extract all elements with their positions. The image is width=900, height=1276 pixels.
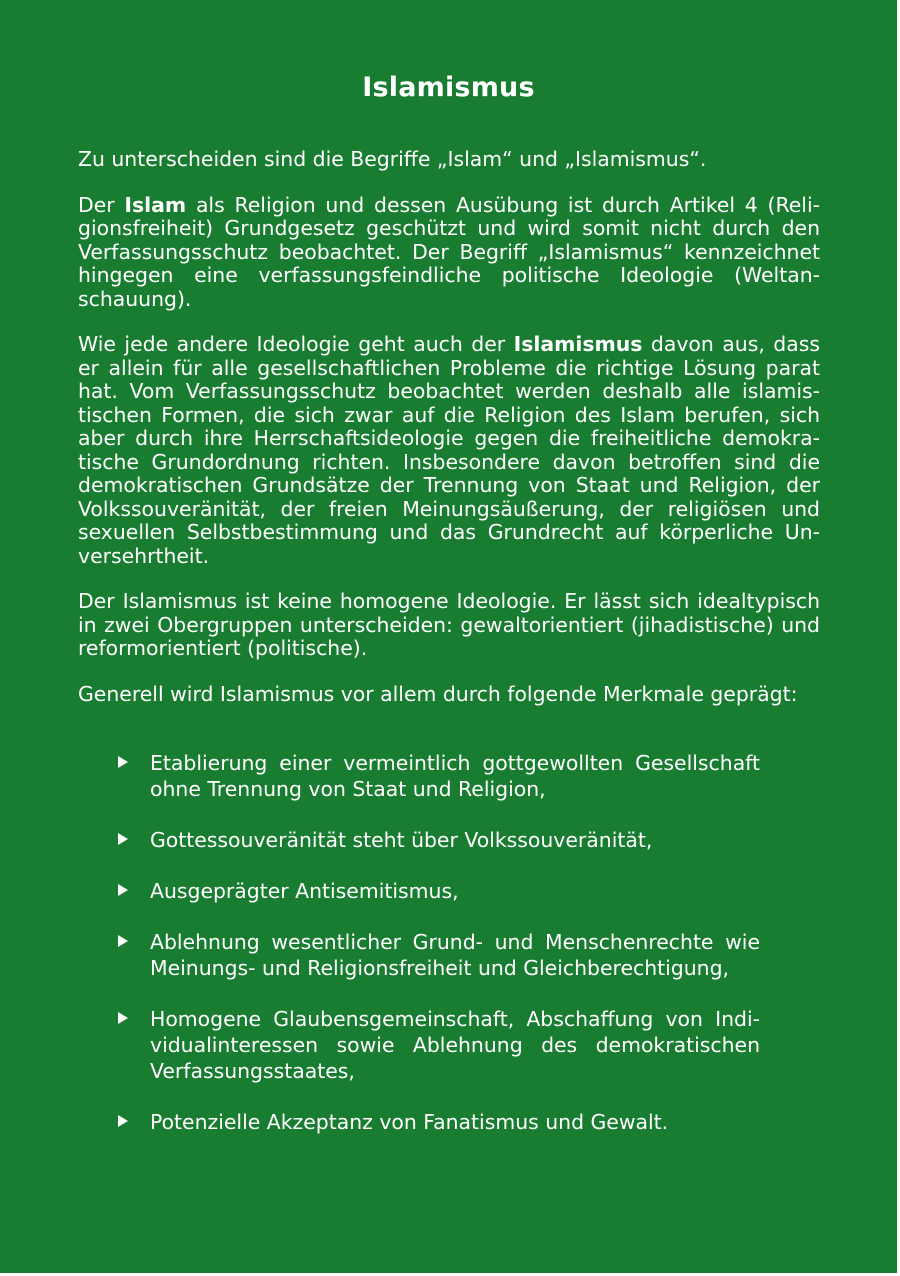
paragraph-ideology: Der Islamismus ist keine homogene Ideologie. Er lässt sich idealtypisch in zwei Obergruppen unterscheiden: gewaltorientiert (jihadistische) und reformorientiert (politische).	[78, 589, 820, 660]
list-item-text: Etablierung einer vermeintlich gottgewollten Gesellschaft ohne Trennung von Staat und Religion,	[150, 751, 760, 801]
body-text	[78, 148, 820, 728]
list-item-text: Potenzielle Akzeptanz von Fanatismus und Gewalt.	[150, 1110, 669, 1134]
triangle-right-icon	[118, 1115, 128, 1127]
triangle-right-icon	[118, 935, 128, 947]
paragraph-islamismus	[78, 333, 820, 568]
list-item-text: Gottessouveränität steht über Volkssouveränität,	[150, 828, 653, 852]
triangle-right-icon	[118, 1012, 128, 1024]
paragraph-islam	[78, 194, 820, 312]
paragraph-islam-start: Der	[78, 192, 125, 217]
feature-list	[118, 750, 760, 1160]
list-item-text: Homogene Glaubensgemeinschaft, Abschaffung von Individualinteressen sowie Ablehnung des demokratischen Verfassungsstaates,	[150, 1007, 760, 1083]
list-item-text: Ablehnung wesentlicher Grund- und Menschenrechte wie Meinungs- und Religionsfreiheit und Gleichberechtigung,	[150, 930, 760, 980]
term-islam: Islam	[124, 192, 187, 217]
triangle-right-icon	[118, 884, 128, 896]
triangle-right-icon	[118, 756, 128, 768]
paragraph-islamismus-rest: davon aus, dass er allein für alle gesellschaftlichen Probleme die richtige Lösung parat hat. Vom Verfassungsschutz beobachtet werden deshalb alle islamistischen Formen, die sich zwar auf die Religion des Islam berufen, sich aber durch ihre Herrschaftsideologie gegen die freiheitliche demokratische Grundordnung richten. Insbesondere davon betroffen sind die demokratischen Grundsätze der Trennung von Staat und Religion, der Volkssouveränität, der freien Meinungsäußerung, der religiösen und sexuellen Selbstbestimmung und das Grundrecht auf körperliche Unversehrtheit.	[78, 332, 820, 568]
list-item	[118, 750, 760, 802]
list-item	[118, 878, 760, 904]
paragraph-islamismus-start: Wie jede andere Ideologie geht auch der	[78, 332, 514, 356]
list-item	[118, 929, 760, 981]
paragraph-features-intro: Generell wird Islamismus vor allem durch folgende Merkmale geprägt:	[78, 681, 798, 706]
page-title: Islamismus	[362, 72, 535, 103]
list-item	[118, 1006, 760, 1084]
list-item	[118, 827, 760, 853]
triangle-right-icon	[118, 833, 128, 845]
paragraph-islam-rest: als Religion und dessen Ausübung ist durch Artikel 4 (Religionsfreiheit) Grundgesetz geschützt und wird somit nicht durch den Verfassungsschutz beobachtet. Der Begriff „Islamismus“ kennzeichnet hingegen eine verfassungsfeindliche politische Ideologie (Weltanschauung).	[78, 192, 820, 311]
list-item-text: Ausgeprägter Antisemitismus,	[150, 879, 459, 903]
term-islamismus: Islamismus	[513, 332, 643, 356]
paragraph-intro: Zu unterscheiden sind die Begriffe „Islam“ und „Islamismus“.	[78, 147, 707, 171]
list-item	[118, 1109, 760, 1135]
